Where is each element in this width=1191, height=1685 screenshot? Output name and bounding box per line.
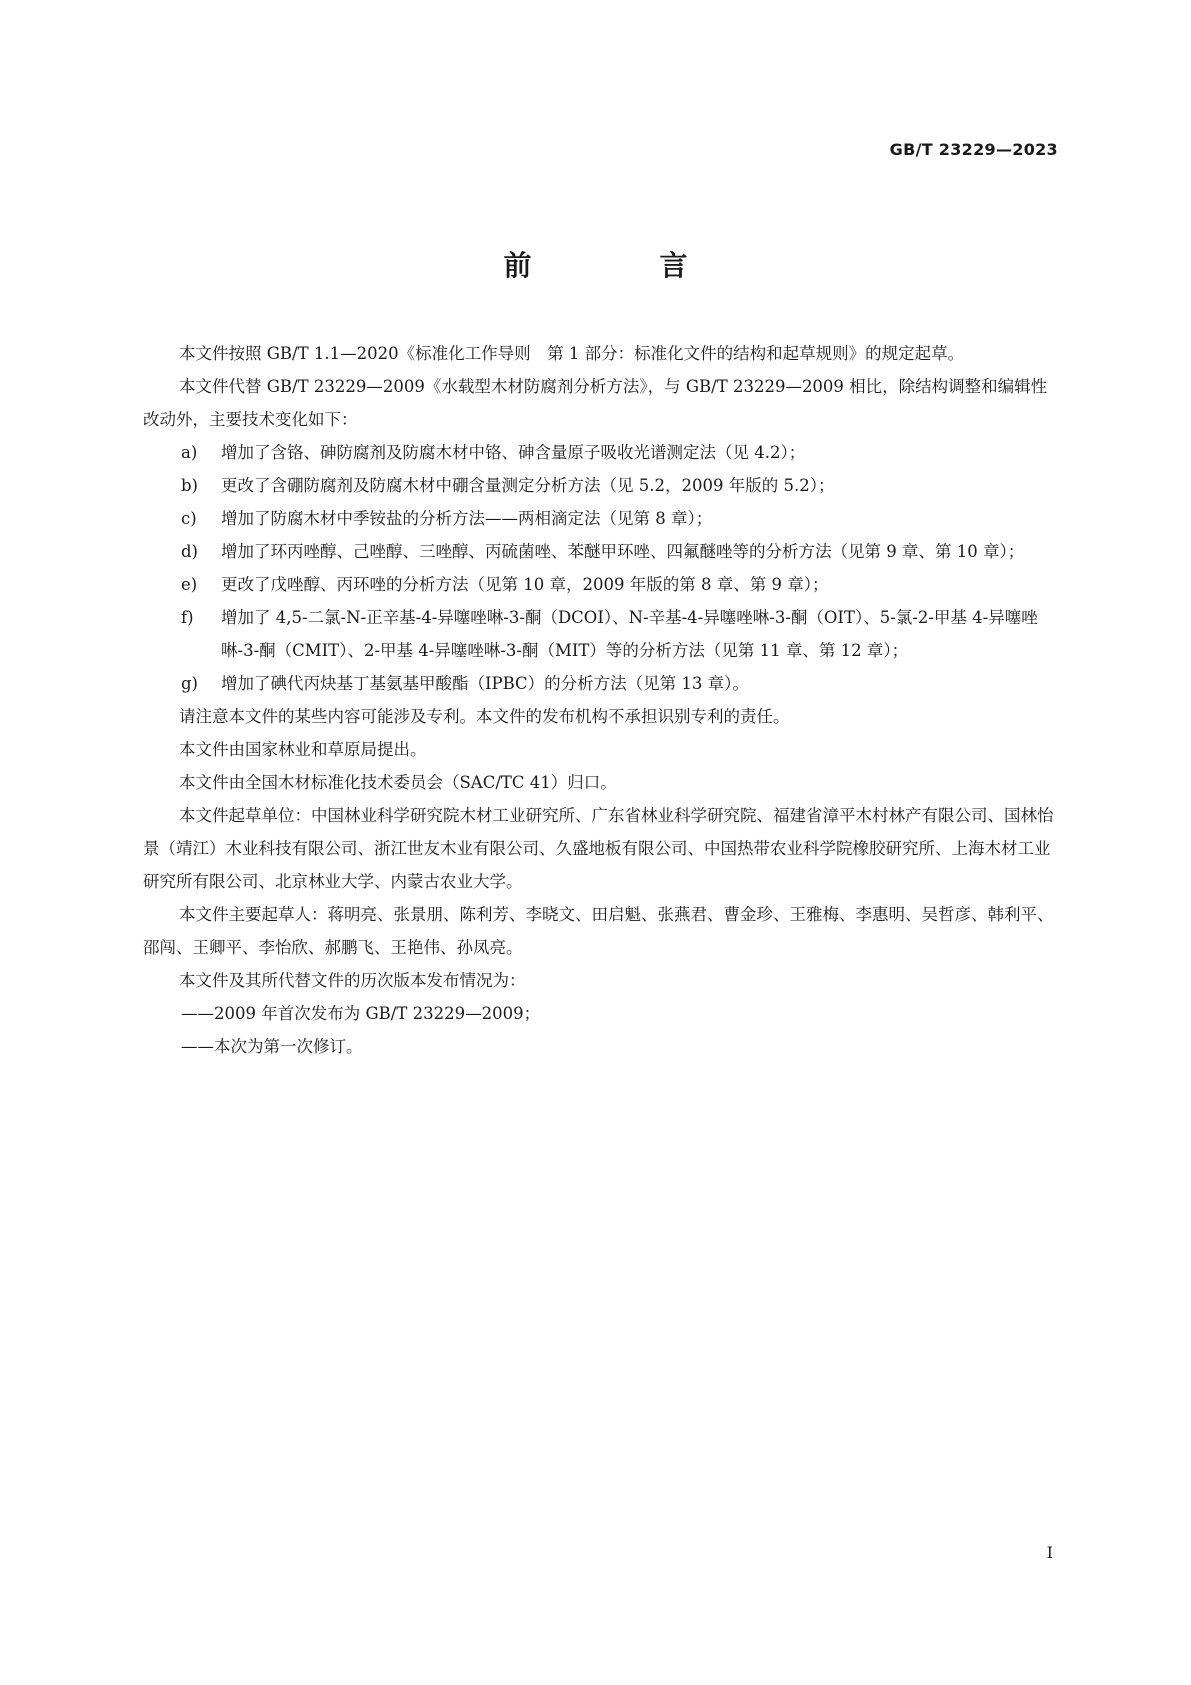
list-text: 增加了碘代丙炔基丁基氨基甲酸酯（IPBC）的分析方法（见第 13 章）。 xyxy=(221,674,749,693)
page-title: 前 言 xyxy=(503,249,738,282)
paragraph: 请注意本文件的某些内容可能涉及专利。本文件的发布机构不承担识别专利的责任。 xyxy=(179,707,790,726)
paragraph: 本文件起草单位：中国林业科学研究院木材工业研究所、广东省林业科学研究院、福建省漳平木村林产有限公司、国林怡景（靖江）木业科技有限公司、浙江世友木业有限公司、久盛地板有限公司、中国热带农业科学院橡胶研究所、上海木材工业研究所有限公司、北京林业大学、内蒙古农业大学。 xyxy=(143,806,1054,891)
list-label: f) xyxy=(181,608,194,627)
list-text: 增加了 4,5-二氯-N-正辛基-4-异噻唑啉-3-酮（DCOI）、N-辛基-4-异噻唑啉-3-酮（OIT）、5-氯-2-甲基 4-异噻唑啉-3-酮（CMIT）、2-甲基 4-异噻唑啉-3-酮（MIT）等的分析方法（见第 11 章、第 12 章）； xyxy=(221,608,1038,660)
list-text: 更改了戊唑醇、丙环唑的分析方法（见第 10 章，2009 年版的第 8 章、第 9 章）； xyxy=(221,575,829,594)
paragraph: 本文件由国家林业和草原局提出。 xyxy=(179,740,427,759)
paragraph: 本文件代替 GB/T 23229—2009《水载型木材防腐剂分析方法》，与 GB/T 23229—2009 相比，除结构调整和编辑性改动外，主要技术变化如下： xyxy=(143,377,1048,429)
list-label: e) xyxy=(181,575,198,594)
list-text: 更改了含硼防腐剂及防腐木材中硼含量测定分析方法（见 5.2，2009 年版的 5.2）； xyxy=(221,476,835,495)
paragraph: 本文件及其所代替文件的历次版本发布情况为： xyxy=(179,971,526,990)
foreword-body xyxy=(143,337,1058,1063)
paragraph: 本文件按照 GB/T 1.1—2020《标准化工作导则 第 1 部分：标准化文件的结构和起草规则》的规定起草。 xyxy=(179,344,965,363)
page-number: I xyxy=(1046,1543,1053,1562)
list-item xyxy=(143,568,1058,601)
history-item: ——本次为第一次修订。 xyxy=(181,1037,363,1056)
list-label: b) xyxy=(181,476,198,495)
list-label: c) xyxy=(181,509,197,528)
list-item xyxy=(143,667,1058,700)
history-item: ——2009 年首次发布为 GB/T 23229—2009； xyxy=(181,1004,541,1023)
standard-code: GB/T 23229—2023 xyxy=(889,140,1058,159)
list-text: 增加了防腐木材中季铵盐的分析方法——两相滴定法（见第 8 章）； xyxy=(221,509,713,528)
list-text: 增加了环丙唑醇、己唑醇、三唑醇、丙硫菌唑、苯醚甲环唑、四氟醚唑等的分析方法（见第 9 章、第 10 章）； xyxy=(221,542,1025,561)
list-label: g) xyxy=(181,674,198,693)
list-item xyxy=(143,469,1058,502)
list-item xyxy=(143,436,1058,469)
list-item xyxy=(143,502,1058,535)
list-label: d) xyxy=(181,542,198,561)
paragraph: 本文件由全国木材标准化技术委员会（SAC/TC 41）归口。 xyxy=(179,773,617,792)
list-text: 增加了含铬、砷防腐剂及防腐木材中铬、砷含量原子吸收光谱测定法（见 4.2）； xyxy=(221,443,806,462)
list-label: a) xyxy=(181,443,198,462)
list-item xyxy=(143,601,1058,667)
paragraph: 本文件主要起草人：蒋明亮、张景朋、陈利芳、李晓文、田启魁、张燕君、曹金珍、王雅梅、李惠明、吴哲彦、韩利平、邵闯、王卿平、李怡欣、郝鹏飞、王艳伟、孙凤亮。 xyxy=(143,905,1054,957)
list-item xyxy=(143,535,1058,568)
